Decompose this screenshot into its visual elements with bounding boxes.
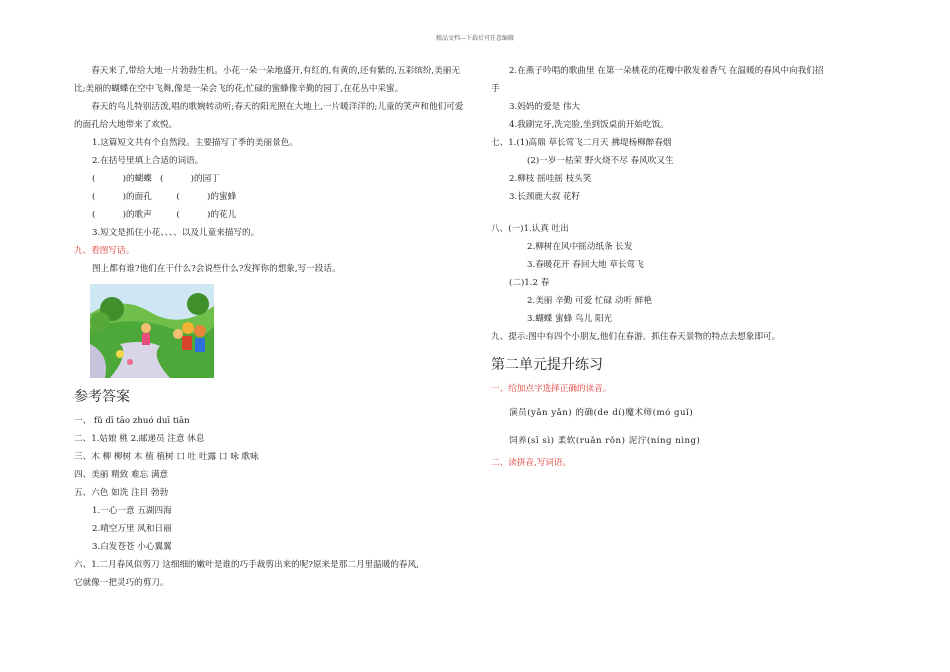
passage-paragraph-2: 春天的鸟儿特别活泼,唱的歌婉转动听;春天的阳光照在大地上,一片暖洋洋的;儿童的笑声和他们可爱的面孔给大地带来了欢悦。: [74, 102, 464, 130]
exercise-1-row-2: 饲养(sī sì) 柔软(ruǎn rǒn) 泥泞(níng nìng): [509, 436, 701, 446]
passage-paragraph-1: 春天来了,带给大地一片勃勃生机。小花一朵一朵地盛开,有红的,有黄的,还有紫的,五彩缤纷,美丽无比;美丽的蝴蝶在空中飞舞,像是一朵会飞的花;忙碌的蜜蜂像辛勤的园丁,在花丛中采蜜。: [74, 66, 460, 94]
answer-line: 手: [491, 84, 500, 94]
blank-row-1: ( )的蝴蝶 ( )的园丁: [92, 174, 220, 184]
exercise-1-title: 一、给加点字选择正确的读音。: [491, 384, 612, 394]
right-column: [491, 62, 891, 472]
answer-line: (二)1.2 春: [509, 278, 550, 288]
section-9-prompt: 图上都有谁?他们在干什么?会说些什么?发挥你的想象,写一段话。: [92, 264, 341, 274]
answer-3: 三、木 柳 柳树 木 植 植树 口 吐 吐露 口 咏 歌咏: [74, 452, 259, 462]
answer-line: (2)一岁一枯荣 野火烧不尽 春风吹又生: [527, 156, 674, 166]
answer-5-2: 2.晴空万里 风和日丽: [92, 524, 172, 534]
left-column: [74, 62, 466, 592]
answer-4: 四、美丽 精致 难忘 满意: [74, 470, 169, 480]
section-9-title: 九、看图写话。: [74, 246, 135, 256]
answer-line: 2.柳枝 摇哇摇 枝头笑: [509, 174, 592, 184]
blank-row-2: ( )的面孔 ( )的蜜蜂: [92, 192, 237, 202]
answer-line: 七、1.(1)高鼎 草长莺飞二月天 拂堤杨柳醉春烟: [491, 138, 672, 148]
answer-5-3: 3.白发苍苍 小心翼翼: [92, 542, 172, 552]
answer-2: 二、1.姑娘 桃 2.邮递员 注意 休息: [74, 434, 205, 444]
question-3: 3.短文是抓住小花、、、、以及儿童来描写的。: [92, 228, 260, 238]
answers-title: 参考答案: [74, 389, 130, 405]
answer-6: 六、1.二月春风似剪刀 这细细的嫩叶是谁的巧手裁剪出来的呢?原来是那二月里温暖的春风,: [74, 560, 419, 570]
exercise-1-row-1: 演员(yǎn yǎn) 的确(de dí)魔术师(mó guǐ): [509, 408, 694, 418]
answer-line: 3.妈妈的爱是 伟大: [509, 102, 581, 112]
answer-line: 3.春暖花开 春回大地 草长莺飞: [527, 260, 644, 270]
answer-line: 2.柳树在风中摇动纸条 长发: [527, 242, 633, 252]
unit-title: 第二单元提升练习: [491, 357, 603, 373]
answer-6-cont: 它就像一把灵巧的剪刀。: [74, 578, 169, 588]
answer-line: 2.美丽 辛勤 可爱 忙碌 动听 鲜艳: [527, 296, 652, 306]
spring-outing-illustration: [90, 284, 214, 378]
answer-line: 4.我刷完牙,洗完脸,坐到饭桌前开始吃饭。: [509, 120, 669, 130]
answer-5-1: 1.一心一意 五湖四海: [92, 506, 172, 516]
answer-line: 八、(一)1.认真 吐出: [491, 224, 569, 234]
question-2: 2.在括号里填上合适的词语。: [92, 156, 204, 166]
answer-line: 九、提示:图中有四个小朋友,他们在春游。抓住春天景物的特点去想象即可。: [491, 332, 781, 342]
page-header: 精品文档---下载后可任意编辑: [435, 35, 515, 42]
answer-line: 2.在燕子吟唱的歌曲里 在第一朵桃花的花瓣中散发着香气 在温暖的春风中向我们招: [509, 66, 824, 76]
answer-line: 3.蝴蝶 蜜蜂 鸟儿 阳光: [527, 314, 613, 324]
answer-1: 一、 fǔ dī tāo zhuó duī tiān: [74, 416, 190, 426]
answer-5: 五、六色 如洗 注目 勃勃: [74, 488, 169, 498]
spacer: [491, 206, 891, 220]
blank-row-3: ( )的歌声 ( )的花儿: [92, 210, 237, 220]
exercise-2-title: 二、读拼音,写词语。: [491, 458, 572, 468]
question-1: 1.这篇短文共有个自然段。主要描写了季的美丽景色。: [92, 138, 298, 148]
answer-line: 3.长颈鹿大叔 花籽: [509, 192, 581, 202]
